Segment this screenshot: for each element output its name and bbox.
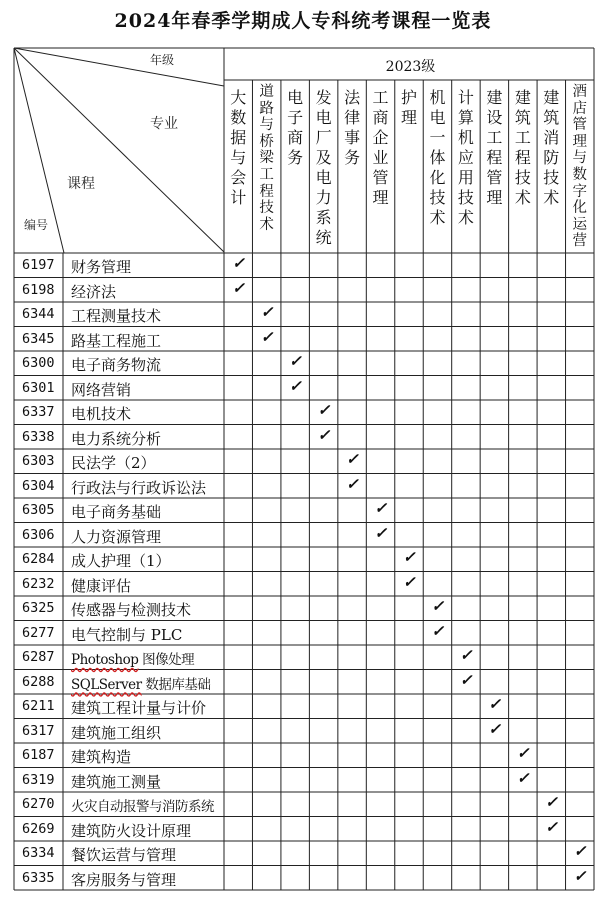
course-name: 行政法与行政诉讼法 <box>71 478 207 497</box>
check-mark: ✓ <box>232 278 245 297</box>
course-name: 电子商务物流 <box>71 356 162 374</box>
major-header: 建 筑 工 程 技 术 <box>514 88 531 207</box>
page-title: 2024年春季学期成人专科统考课程一览表 <box>114 10 492 32</box>
check-mark: ✓ <box>260 327 274 346</box>
course-code: 6288 <box>22 673 55 690</box>
major-label: 专业 <box>150 116 178 132</box>
check-mark: ✓ <box>488 719 501 738</box>
check-mark: ✓ <box>459 670 473 689</box>
check-mark: ✓ <box>545 817 558 836</box>
course-code: 6301 <box>22 379 55 396</box>
course-code: 6345 <box>22 330 55 347</box>
course-name: 经济法 <box>71 282 117 301</box>
check-mark: ✓ <box>260 303 274 321</box>
course-code: 6270 <box>22 796 55 812</box>
check-mark: ✓ <box>317 425 331 444</box>
major-header: 道 路 与 桥 梁 工 程 技 术 <box>259 84 274 233</box>
grade-label: 年级 <box>150 53 175 67</box>
major-header: 大 数 据 与 会 计 <box>230 88 247 207</box>
check-mark: ✓ <box>459 646 473 664</box>
course-name: 电机技术 <box>71 405 132 423</box>
major-header: 酒 店 管 理 与 数 字 化 运 营 <box>572 84 587 250</box>
check-mark: ✓ <box>516 768 530 787</box>
check-mark: ✓ <box>431 621 445 640</box>
course-name: 健康评估 <box>71 576 132 595</box>
check-mark: ✓ <box>403 548 416 566</box>
course-name: 建筑施工组织 <box>71 723 162 742</box>
course-label: 课程 <box>67 176 95 192</box>
course-name: 火灾自动报警与消防系统 <box>71 799 214 815</box>
course-code: 6287 <box>22 649 55 665</box>
course-name: 传感器与检测技术 <box>71 601 192 619</box>
course-code: 6300 <box>22 355 55 371</box>
check-mark: ✓ <box>545 793 558 811</box>
course-code: 6197 <box>22 257 55 273</box>
course-code: 6232 <box>22 575 55 592</box>
course-name: 工程测量技术 <box>71 307 162 325</box>
course-name: 人力资源管理 <box>71 527 162 546</box>
course-code: 6269 <box>22 820 55 837</box>
check-mark: ✓ <box>289 352 302 370</box>
check-mark: ✓ <box>374 523 388 542</box>
course-name: 成人护理（1） <box>71 552 171 570</box>
course-name: 电子商务基础 <box>71 503 162 521</box>
course-name: 建筑工程计量与计价 <box>71 699 207 717</box>
check-mark: ✓ <box>317 401 331 419</box>
diagonal-line <box>14 48 224 86</box>
course-code: 6317 <box>22 722 55 739</box>
check-mark: ✓ <box>573 866 587 885</box>
course-code: 6338 <box>22 428 55 445</box>
course-name: 电力系统分析 <box>71 429 162 448</box>
course-code: 6284 <box>22 551 55 567</box>
check-mark: ✓ <box>431 597 445 615</box>
course-name: Photoshop 图像处理 <box>71 652 195 668</box>
check-mark: ✓ <box>346 474 359 493</box>
check-mark: ✓ <box>232 254 245 272</box>
major-header: 发 电 厂 及 电 力 系 统 <box>315 88 332 247</box>
major-header: 建 筑 消 防 技 术 <box>543 88 560 207</box>
check-mark: ✓ <box>516 744 530 762</box>
course-name: 网络营销 <box>71 380 132 399</box>
course-code: 6303 <box>22 453 55 469</box>
course-code: 6334 <box>22 845 55 861</box>
major-header: 建 设 工 程 管 理 <box>486 88 503 207</box>
course-name: 民法学（2） <box>71 454 156 472</box>
major-header: 计 算 机 应 用 技 术 <box>457 88 474 227</box>
check-mark: ✓ <box>488 695 501 713</box>
course-name: 餐饮运营与管理 <box>71 846 177 864</box>
course-code: 6325 <box>22 600 55 616</box>
course-code: 6335 <box>22 869 55 886</box>
major-header: 工 商 企 业 管 理 <box>372 88 389 207</box>
course-name: 建筑防火设计原理 <box>71 821 192 840</box>
code-label: 编号 <box>24 218 49 232</box>
check-mark: ✓ <box>346 450 359 468</box>
course-code: 6198 <box>22 281 55 298</box>
course-name: 电气控制与 PLC <box>71 625 183 644</box>
check-mark: ✓ <box>374 499 388 517</box>
major-header: 护 理 <box>400 88 417 127</box>
course-code: 6211 <box>22 698 55 714</box>
major-header: 电 子 商 务 <box>287 88 304 167</box>
course-name: SQLServer 数据库基础 <box>71 676 211 693</box>
course-name: 财务管理 <box>71 258 132 276</box>
course-code: 6337 <box>22 404 55 420</box>
course-code: 6277 <box>22 624 55 641</box>
course-name: 建筑构造 <box>71 748 132 766</box>
course-name: 客房服务与管理 <box>71 870 177 889</box>
course-code: 6187 <box>22 747 55 763</box>
course-name: 建筑施工测量 <box>71 772 162 791</box>
course-name: 路基工程施工 <box>71 331 162 350</box>
major-header: 法 律 事 务 <box>344 88 361 167</box>
course-code: 6305 <box>22 502 55 518</box>
check-mark: ✓ <box>289 376 302 395</box>
course-code: 6306 <box>22 526 55 543</box>
course-code: 6344 <box>22 306 55 322</box>
check-mark: ✓ <box>573 842 587 860</box>
major-header: 机 电 一 体 化 技 术 <box>429 88 446 227</box>
year-label: 2023级 <box>385 59 436 75</box>
course-code: 6304 <box>22 477 55 494</box>
check-mark: ✓ <box>403 572 416 591</box>
course-code: 6319 <box>22 771 55 788</box>
